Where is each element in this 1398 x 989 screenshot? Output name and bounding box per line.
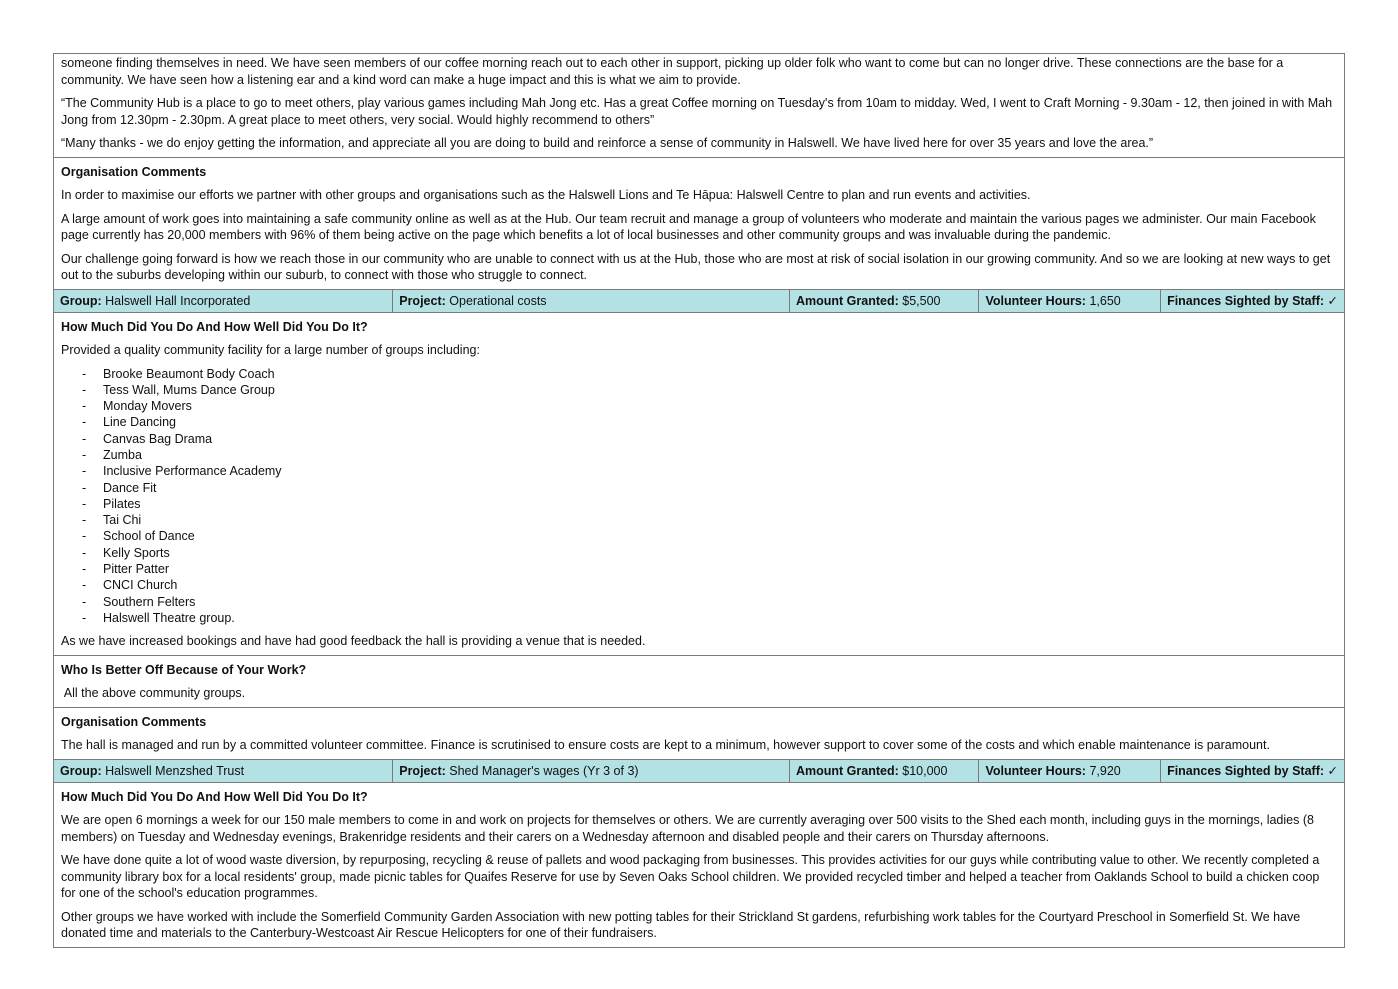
organisation-comments-section bbox=[54, 158, 1344, 290]
dash-bullet: - bbox=[82, 447, 87, 462]
section-heading: How Much Did You Do And How Well Did You Do It? bbox=[61, 319, 368, 334]
list-item-text: Tai Chi bbox=[103, 513, 142, 528]
group-value: Halswell Menzshed Trust bbox=[105, 763, 245, 778]
section-heading: How Much Did You Do And How Well Did You Do It? bbox=[61, 789, 368, 804]
list-item bbox=[61, 480, 1337, 496]
paragraph: The hall is managed and run by a committed volunteer committee. Finance is scrutinised to ensure costs are kept to a minimum, however support to cover some of the costs and which enable maintenance is paramount. bbox=[61, 738, 1270, 753]
list-item bbox=[61, 545, 1337, 561]
dash-bullet: - bbox=[82, 382, 87, 397]
dash-bullet: - bbox=[82, 578, 87, 593]
list-item bbox=[61, 512, 1337, 528]
paragraph: Provided a quality community facility for a large number of groups including: bbox=[61, 343, 480, 357]
list-item bbox=[61, 447, 1337, 463]
paragraph: In order to maximise our efforts we partner with other groups and organisations such as the Halswell Lions and Te Hāpua: Halswell Centre to plan and run events and activities. bbox=[61, 188, 1031, 202]
list-item-text: Zumba bbox=[103, 447, 142, 462]
list-item-text: Dance Fit bbox=[103, 480, 157, 495]
checkmark-icon: ✓ bbox=[1327, 763, 1338, 778]
project-cell bbox=[393, 760, 790, 782]
project-value: Operational costs bbox=[449, 293, 547, 308]
dash-bullet: - bbox=[82, 529, 87, 544]
list-item-text: Inclusive Performance Academy bbox=[103, 464, 282, 479]
section-heading: Organisation Comments bbox=[61, 164, 207, 179]
group-cell bbox=[54, 760, 393, 782]
dash-bullet: - bbox=[82, 480, 87, 495]
paragraph: All the above community groups. bbox=[61, 686, 246, 701]
group-label: Group: bbox=[60, 763, 102, 778]
report-table bbox=[53, 53, 1345, 948]
project-value: Shed Manager's wages (Yr 3 of 3) bbox=[449, 763, 639, 778]
hours-value: 7,920 bbox=[1089, 763, 1121, 778]
testimonial-quote: “The Community Hub is a place to go to meet others, play various games including Mah Jong etc. Has a great Coffee morning on Tuesday's from 10am to midday. Wed, I went to Craft Morning - 9.30am - 12, then joined in with Mah Jong from 12.30pm - 2.30pm. A great place to meet others, very social. Would highly recommend to others” bbox=[61, 96, 1333, 127]
list-item bbox=[61, 382, 1337, 398]
grant-header-row bbox=[54, 290, 1344, 313]
dash-bullet: - bbox=[82, 399, 87, 414]
amount-label: Amount Granted: bbox=[795, 763, 899, 778]
list-item bbox=[61, 577, 1337, 593]
list-item-text: Line Dancing bbox=[103, 415, 176, 430]
list-item-text: Southern Felters bbox=[103, 594, 196, 609]
dash-bullet: - bbox=[82, 464, 87, 479]
paragraph: Other groups we have worked with include the Somerfield Community Garden Association with new potting tables for their Strickland St gardens, refurbishing work tables for the Courtyard Preschool in Somerfield St. We have donated time and materials to the Canterbury-Westcoast Air Rescue Helicopters for one of their fundraisers. bbox=[61, 909, 1301, 941]
list-item bbox=[61, 398, 1337, 414]
list-item bbox=[61, 594, 1337, 610]
list-item bbox=[61, 431, 1337, 447]
finances-cell bbox=[1161, 760, 1344, 782]
grant-header-row bbox=[54, 760, 1344, 783]
section-heading: Organisation Comments bbox=[61, 714, 207, 729]
amount-value: $5,500 bbox=[902, 293, 941, 308]
paragraph: We have done quite a lot of wood waste diversion, by repurposing, recycling & reuse of pallets and wood packaging from businesses. This provides activities for our guys while contributing value to other. We recently completed a community library box for a local residents' group, made picnic tables for Quaifes Reserve for use by Seven Oaks School children. We provided recycled timber and helped a teacher from Oaklands School to build a chicken coop for one of the school's education programmes. bbox=[61, 853, 1320, 901]
list-item-text: CNCI Church bbox=[103, 578, 178, 593]
dash-bullet: - bbox=[82, 415, 87, 430]
list-item bbox=[61, 366, 1337, 382]
list-item bbox=[61, 561, 1337, 577]
amount-cell bbox=[790, 760, 980, 782]
finances-label: Finances Sighted by Staff: bbox=[1167, 763, 1325, 778]
list-item bbox=[61, 610, 1337, 626]
paragraph: As we have increased bookings and have had good feedback the hall is providing a venue that is needed. bbox=[61, 634, 646, 649]
groups-list bbox=[61, 366, 1337, 627]
dash-bullet: - bbox=[82, 366, 87, 381]
group-cell bbox=[54, 290, 393, 312]
hours-value: 1,650 bbox=[1089, 293, 1121, 308]
list-item-text: Halswell Theatre group. bbox=[103, 610, 235, 625]
checkmark-icon: ✓ bbox=[1327, 293, 1338, 308]
list-item-text: Pilates bbox=[103, 496, 141, 511]
testimonials-section bbox=[54, 54, 1344, 158]
how-much-section bbox=[54, 313, 1344, 656]
group-label: Group: bbox=[60, 293, 102, 308]
list-item-text: Tess Wall, Mums Dance Group bbox=[103, 382, 275, 397]
amount-value: $10,000 bbox=[902, 763, 948, 778]
dash-bullet: - bbox=[82, 513, 87, 528]
paragraph: A large amount of work goes into maintaining a safe community online as well as at the Hub. Our team recruit and manage a group of volunteers who moderate and maintain the various pages we administer. Our main Facebook page currently has 20,000 members with 96% of them being active on the page which benefits a lot of local businesses and other community groups and was invaluable during the pandemic. bbox=[61, 211, 1316, 242]
dash-bullet: - bbox=[82, 594, 87, 609]
dash-bullet: - bbox=[82, 562, 87, 577]
list-item bbox=[61, 496, 1337, 512]
dash-bullet: - bbox=[82, 545, 87, 560]
paragraph: We are open 6 mornings a week for our 150 male members to come in and work on projects for themselves or others. We are currently averaging over 500 visits to the Shed each month, including guys in the mornings, ladies (8 members) on Tuesday and Wednesday evenings, Brakenridge residents and their carers on a Wednesday afternoon and disabled people and their carers on Thursday afternoons. bbox=[61, 813, 1314, 844]
list-item-text: Kelly Sports bbox=[103, 545, 170, 560]
project-cell bbox=[393, 290, 790, 312]
section-heading: Who Is Better Off Because of Your Work? bbox=[61, 662, 307, 677]
list-item-text: School of Dance bbox=[103, 529, 195, 544]
finances-label: Finances Sighted by Staff: bbox=[1167, 293, 1325, 308]
list-item-text: Pitter Patter bbox=[103, 562, 169, 577]
list-item bbox=[61, 414, 1337, 430]
paragraph: someone finding themselves in need. We have seen members of our coffee morning reach out to each other in support, picking up older folk who want to come but can no longer drive. These connections are the base for a community. We have seen how a listening ear and a kind word can make a huge impact and this is what we aim to provide. bbox=[61, 56, 1284, 87]
list-item-text: Monday Movers bbox=[103, 399, 192, 414]
list-item bbox=[61, 528, 1337, 544]
finances-cell bbox=[1161, 290, 1344, 312]
hours-cell bbox=[979, 760, 1161, 782]
amount-label: Amount Granted: bbox=[795, 293, 899, 308]
hours-label: Volunteer Hours: bbox=[985, 763, 1086, 778]
hours-cell bbox=[979, 290, 1161, 312]
dash-bullet: - bbox=[82, 496, 87, 511]
amount-cell bbox=[790, 290, 980, 312]
dash-bullet: - bbox=[82, 431, 87, 446]
list-item bbox=[61, 463, 1337, 479]
organisation-comments-section bbox=[54, 708, 1344, 760]
project-label: Project: bbox=[399, 293, 446, 308]
how-much-section bbox=[54, 783, 1344, 947]
better-off-section bbox=[54, 656, 1344, 708]
list-item-text: Canvas Bag Drama bbox=[103, 431, 213, 446]
testimonial-quote: “Many thanks - we do enjoy getting the information, and appreciate all you are doing to build and reinforce a sense of community in Halswell. We have lived here for over 35 years and love the area.” bbox=[61, 136, 1154, 150]
dash-bullet: - bbox=[82, 610, 87, 625]
group-value: Halswell Hall Incorporated bbox=[105, 293, 251, 308]
project-label: Project: bbox=[399, 763, 446, 778]
list-item-text: Brooke Beaumont Body Coach bbox=[103, 366, 275, 381]
paragraph: Our challenge going forward is how we reach those in our community who are unable to connect with us at the Hub, those who are most at risk of social isolation in our growing community. And so we are looking at new ways to get out to the suburbs developing within our suburb, to connect with those who struggle to connect. bbox=[61, 251, 1331, 282]
hours-label: Volunteer Hours: bbox=[985, 293, 1086, 308]
